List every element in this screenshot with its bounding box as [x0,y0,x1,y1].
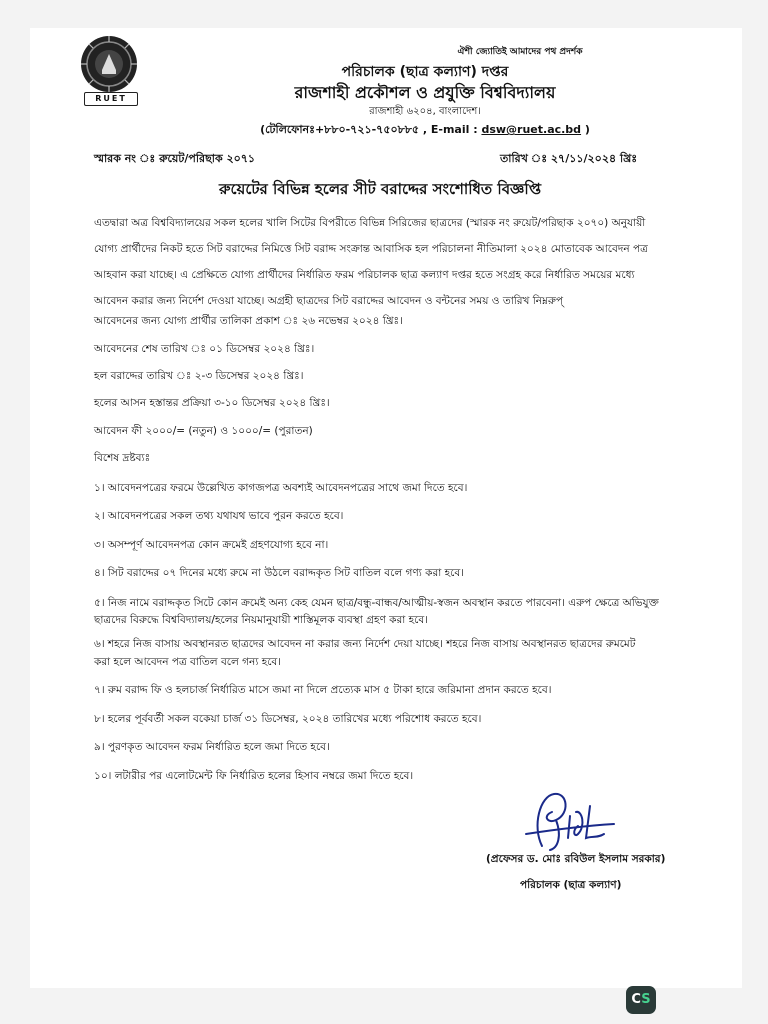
note-item: ৬। শহরে নিজ বাসায় অবস্থানরত ছাত্রদের আবেদন না করার জন্য নির্দেশ দেয়া যাচ্ছে। শহরে নিজ বাসায় অবস্থানরত ছাত্রদের রুমমেট [94,638,636,650]
intro-line: আহবান করা যাচ্ছে। এ প্রেক্ষিতে যোগ্য প্রার্থীদের নির্ধারিত ফরম পরিচালক ছাত্র কল্যাণ দপ্তর হতে সংগ্রহ করে নির্ধারিত সময়ের মধ্যে [94,269,635,281]
intro-line: যোগ্য প্রার্থীদের নিকট হতে সিট বরাদ্দের নিমিত্তে সিট বরাদ্দ সংক্রান্ত আবাসিক হল পরিচালনা নীতিমালা ২০২৪ মোতাবেক আবেদন পত্র [94,243,648,255]
badge-s: S [641,992,651,1007]
schedule-fee: আবেদন ফী ২০০০/= (নতুন) ও ১০০০/= (পুরাতন) [94,425,313,437]
signatory-name: (প্রফেসর ড. মোঃ রবিউল ইসলাম সরকার) [486,853,666,865]
note-item: ৫। নিজ নামে বরাদ্দকৃত সিটে কোন ক্রমেই অন্য কেহ যেমন ছাত্র/বন্ধু-বান্ধব/আত্মীয়-স্বজন অবস্থান করতে পারবেনা। এরুপ ক্ষেত্রে অভিযুক্ত [94,597,659,609]
badge-c: C [631,992,642,1007]
note-item-continuation: ছাত্রদের বিরুদ্ধে বিশ্ববিদ্যালয়/হলের নিয়মানুযায়ী শাস্তিমূলক ব্যবস্থা গ্রহণ করা হবে। [94,614,428,626]
intro-line: আবেদন করার জন্য নির্দেশ দেওয়া যাচ্ছে। অগ্রহী ছাত্রদের সিট বরাদ্দের আবেদন ও বন্টনের সময় ও তারিখ নিম্নরুপ্ [94,295,564,307]
document-page [30,28,742,988]
contact-prefix: (টেলিফোনঃ+৮৮০-৭২১-৭৫০৮৮৫ , E-mail : [260,123,482,136]
email-link[interactable]: dsw@ruet.ac.bd [481,123,582,136]
memo-reference: স্মারক নং ঃ রুয়েট/পরিছাক ২০৭১ [94,152,256,165]
memo-date: তারিখ ঃ ২৭/১১/২০২৪ খ্রিঃ [500,152,638,165]
intro-line: এতদ্বারা অত্র বিশ্ববিদ্যালয়ের সকল হলের খালি সিটের বিপরীতে বিভিন্ন সিরিজের ছাত্রদের (স্মারক নং রুয়েট/পরিছাক ২০৭০) অনুযায়ী [94,217,646,229]
note-item: ৭। রুম বরাদ্দ ফি ও হলচার্জ নির্ধারিত মাসে জমা না দিলে প্রত্যেক মাস ৫ টাকা হারে জরিমানা প্রদান করতে হবে। [94,684,552,696]
schedule-allot-date: হল বরাদ্দের তারিখ ঃ ২-৩ ডিসেম্বর ২০২৪ খ্রিঃ। [94,370,304,382]
schedule-last-date: আবেদনের শেষ তারিখ ঃ ০১ ডিসেম্বর ২০২৪ খ্রিঃ। [94,343,315,355]
signature [512,786,622,858]
schedule-handover: হলের আসন হস্তান্তর প্রক্রিয়া ৩-১০ ডিসেম্বর ২০২৪ খ্রিঃ। [94,397,330,409]
notice-title: রুয়েটের বিভিন্ন হলের সীট বরাদ্দের সংশোধিত বিজ্ঞপ্তি [218,180,542,198]
note-item: ৯। পুরণকৃত আবেদন ফরম নির্ধারিত হলে জমা দিতে হবে। [94,741,330,753]
university-name: রাজশাহী প্রকৌশল ও প্রযুক্তি বিশ্ববিদ্যালয় [294,83,556,102]
note-item: ১। আবেদনপত্রের ফরমে উল্লেখিত কাগজপত্র অবশ্যই আবেদনপত্রের সাথে জমা দিতে হবে। [94,482,468,494]
notes-heading: বিশেষ দ্রষ্টব্যঃ [94,452,151,464]
schedule-list-publish: আবেদনের জন্য যোগ্য প্রার্থীর তালিকা প্রকাশ ঃ ২৬ নভেম্বর ২০২৪ খ্রিঃ। [94,315,403,327]
office-name: পরিচালক (ছাত্র কল্যাণ) দপ্তর [341,64,509,80]
note-item: ৮। হলের পূর্ববর্তী সকল বকেয়া চার্জ ৩১ ডিসেম্বর, ২০২৪ তারিখের মধ্যে পরিশোধ করতে হবে। [94,713,482,725]
note-item: ৩। অসম্পূর্ণ আবেদনপত্র কোন ক্রমেই গ্রহণযোগ্য হবে না। [94,539,329,551]
contact-line [190,121,660,140]
camscanner-badge [626,986,656,1014]
contact-suffix: ) [581,123,590,136]
address: রাজশাহী ৬২০৪, বাংলাদেশ। [369,106,481,117]
note-item: ১০। লটারীর পর এলোটমেন্ট ফি নির্ধারিত হলের হিসাব নম্বরে জমা দিতে হবে। [94,770,414,782]
intro-paragraph [94,210,694,314]
signatory-title: পরিচালক (ছাত্র কল্যাণ) [520,879,622,891]
motto: ঐশী জ্যোতিই আমাদের পথ প্রদর্শক [457,47,583,57]
logo-label: RUET [84,92,138,106]
note-item-continuation: করা হলে আবেদন পত্র বাতিল বলে গন্য হবে। [94,656,282,668]
note-item: ৪। সিট বরাদ্দের ০৭ দিনের মধ্যে রুমে না উঠলে বরাদ্দকৃত সিট বাতিল বলে গণ্য করা হবে। [94,567,464,579]
note-item: ২। আবেদনপত্রের সকল তথ্য যথাযথ ভাবে পুরন করতে হবে। [94,510,344,522]
